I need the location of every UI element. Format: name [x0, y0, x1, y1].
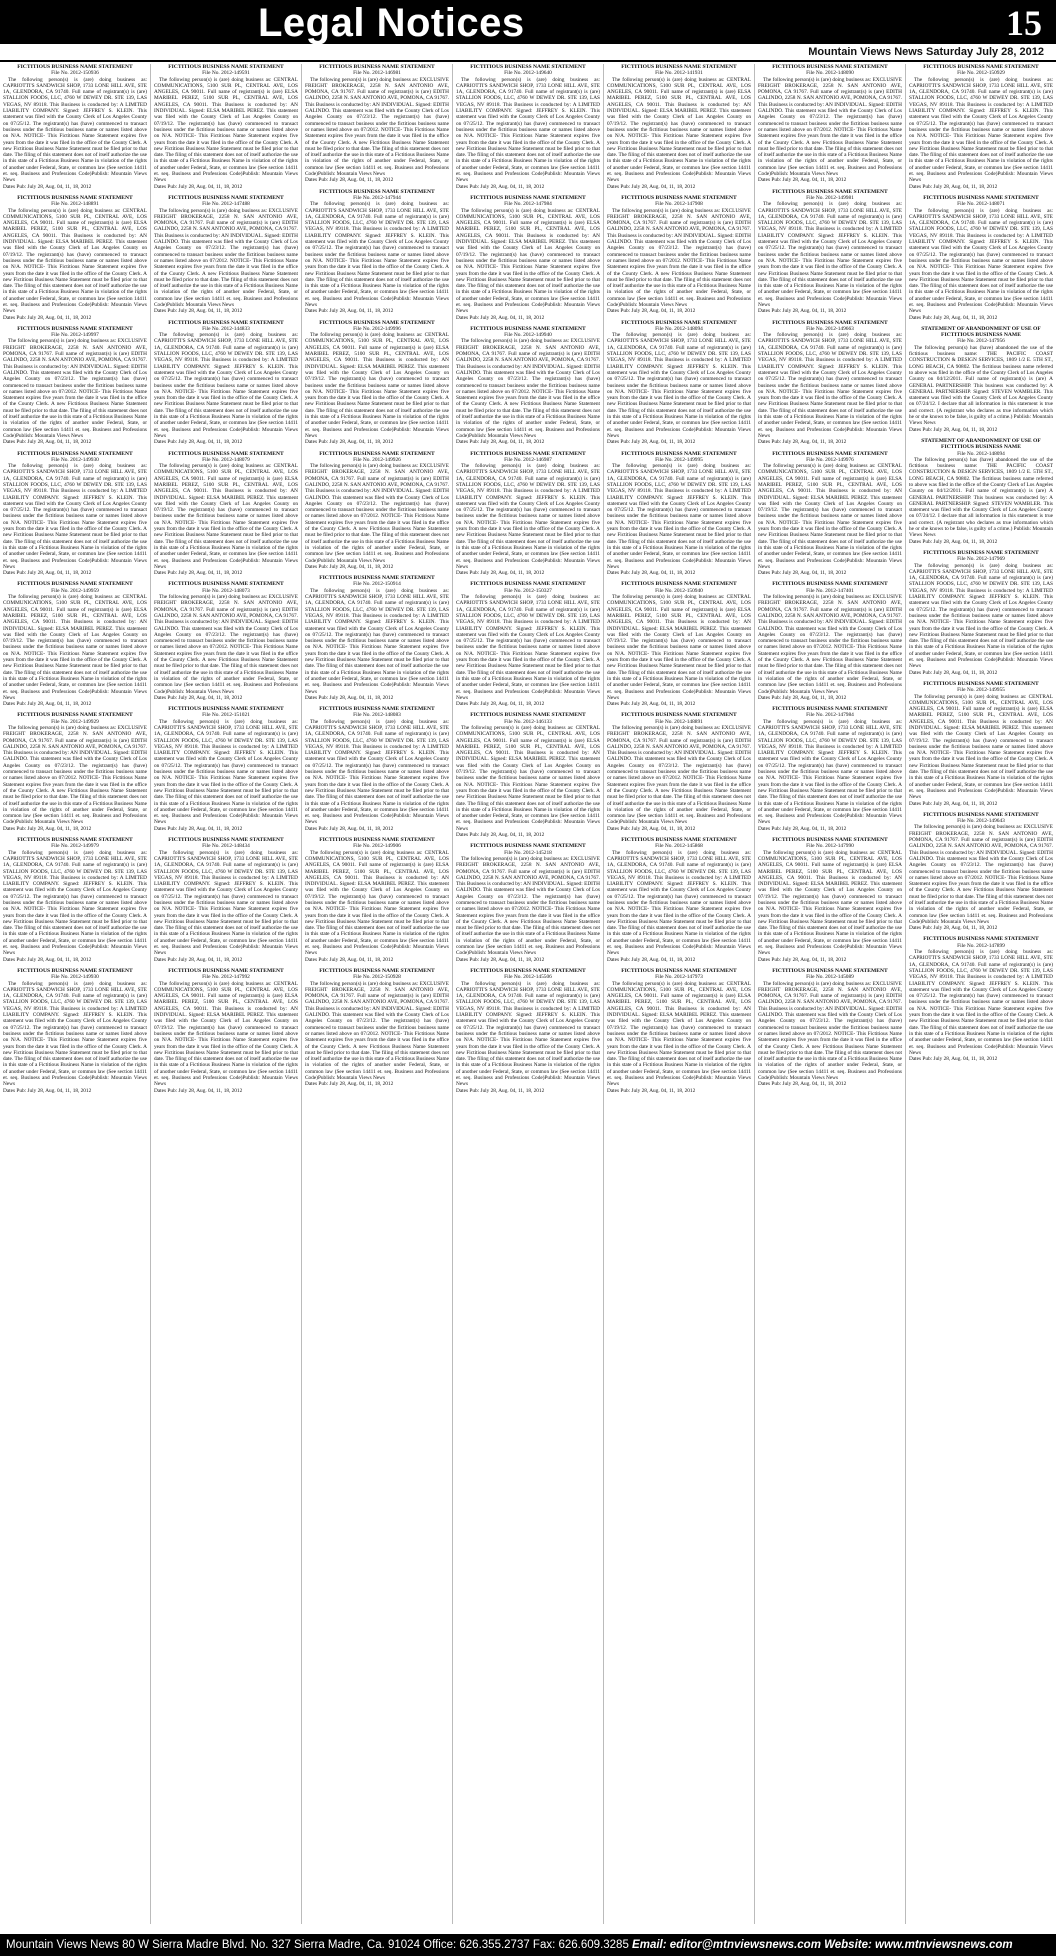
notice-file-number: File No. 2012-147944	[353, 194, 401, 201]
notice-dates: Dates Pub: July 28, Aug. 04, 11, 18, 2012	[607, 570, 696, 577]
notice-heading: FICTITIOUS BUSINESS NAME STATEMENT	[168, 64, 284, 70]
notice-body: The following person(s) is (are) doing business as: EXCLUSIVE FREIGHT BROKERAGE, 2258 N. SAN ANTONIO AVE, POMONA, CA 91767. Full name of registrant(s) is (are) EDITH GALINDO, 2258 N. SAN ANTONIO AVE, POMONA, CA 91767. This Business is conducted by: AN INDIVIDUAL. Signed: EDITH GALINDO. This statement was filed with the County Clerk of Los Angeles County on 07/23/12. The registrant(s) has (have) commenced to transact business under the fictitious business name or names listed above on 07/2012. NOTICE- This Fictitious Name Statement expires five years from the date it was filed in the office of the County Clerk. A new Fictitious Business Name Statement must be filed prior to that date. The filing of this statement does not of itself authorize the use in this state of a Fictitious Business Name in violation of the rights of another under Federal, State, or common law (See section 14411 et. seq. Business and Professions Code)Publish: Mountain Views News	[154, 207, 298, 308]
notice-heading: FICTITIOUS BUSINESS NAME STATEMENT	[772, 837, 888, 844]
notice-file-number: File No. 2012-149997	[51, 332, 99, 339]
notice-file-number: File No. 2012-148073	[202, 587, 250, 594]
footer-line	[6, 1934, 1013, 1956]
notice-dates: Dates Pub: July 28, Aug. 04, 11, 18, 2012	[456, 183, 545, 190]
notice-file-number: File No. 2012-149929	[51, 718, 99, 725]
notice-file-number: File No. 2012-147899	[957, 942, 1005, 949]
notice-file-number: File No. 2012-145506	[504, 974, 552, 981]
notice-dates: Dates Pub: July 28, Aug. 04, 11, 18, 2012	[456, 439, 545, 446]
notice-body: The following person(s) is (are) doing business as: EXCLUSIVE FREIGHT BROKERAGE, 2258 N. SAN ANTONIO AVE, POMONA, CA 91767. Full name of registrant(s) is (are) EDITH GALINDO, 2258 N. SAN ANTONIO AVE, POMONA, CA 91767. This Business is conducted by: AN INDIVIDUAL. Signed: EDITH GALINDO. This statement was filed with the County Clerk of Los Angeles County on 07/23/12. The registrant(s) has (have) commenced to transact business under the fictitious business name or names listed above on 07/2012. NOTICE- This Fictitious Name Statement expires five years from the date it was filed in the office of the County Clerk. A new Fictitious Business Name Statement must be filed prior to that date. The filing of this statement does not of itself authorize the use in this state of a Fictitious Business Name in violation of the rights of another under Federal, State, or common law (See section 14411 et. seq. Business and Professions Code)Publish: Mountain Views News	[758, 594, 902, 695]
notice-heading: FICTITIOUS BUSINESS NAME STATEMENT	[319, 64, 435, 70]
notice-dates: Dates Pub: July 28, Aug. 04, 11, 18, 2012	[758, 1081, 847, 1088]
notice-dates: Dates Pub: July 28, Aug. 04, 11, 18, 2012	[758, 956, 847, 963]
notice-file-number: File No. 2012-147984	[504, 201, 552, 208]
notice-heading: FICTITIOUS BUSINESS NAME STATEMENT	[621, 581, 737, 588]
legal-notice	[456, 843, 600, 963]
notice-file-number: File No. 2012-147973	[655, 974, 703, 981]
legal-notice	[3, 195, 147, 321]
legal-notice	[3, 451, 147, 577]
notice-heading: FICTITIOUS BUSINESS NAME STATEMENT	[923, 936, 1039, 943]
notice-body: The following person(s) is (are) doing business as: CENTRAL COMMUNICATIONS, 5100 SUR PL, CENTRAL AVE, LOS ANGELES, CA 90011. Full name of registrant(s) is (are) ELSA MARIBEL PEREZ, 5100 SUR PL, CENTRAL AVE, LOS ANGELES, CA 90011. This Business is conducted by: AN INDIVIDUAL. Signed: ELSA MARIBEL PEREZ. This statement was filed with the County Clerk of Los Angeles County on 07/19/12. The registrant(s) has (have) commenced to transact business under the fictitious business name or names listed above on N/A. NOTICE- This Fictitious Name Statement expires five years from the date it was filed in the office of the County Clerk. A new Fictitious Business Name Statement must be filed prior to that date. The filing of this statement does not of itself authorize the use in this state of a Fictitious Business Name in violation of the rights of another under Federal, State, or common law (See section 14411 et. seq. Business and Professions Code)Publish: Mountain Views News	[607, 594, 751, 701]
notice-body: The following person(s) is (are) doing business as: CAPRIOTTI'S SANDWICH SHOP, 1733 LONE HILL AVE, STE 1A, GLENDORA, CA 91740. Full name of registrant(s) is (are) STALLION FOODS, LLC, 4760 W DEWEY DR. STE 139, LAS VEGAS, NV 89118. This Business is conducted by: A LIMITED LIABILITY COMPANY. Signed: JEFFREY S. KLEIN. This statement was filed with the County Clerk of Los Angeles County on 07/25/12. The registrant(s) has (have) commenced to transact business under the fictitious business name or names listed above on N/A. NOTICE- This Fictitious Name Statement expires five years from the date it was filed in the office of the County Clerk. A new Fictitious Business Name Statement must be filed prior to that date. The filing of this statement does not of itself authorize the use in this state of a Fictitious Business Name in violation of the rights of another under Federal, State, or common law (See section 14411 et. seq. Business and Professions Code)Publish: Mountain Views News	[909, 76, 1053, 184]
notice-file-number: File No. 2012-145218	[504, 849, 552, 856]
page-number: 15	[1006, 3, 1042, 43]
notice-body: The following person(s) is (are) doing business as: EXCLUSIVE FREIGHT BROKERAGE, 2258 N. SAN ANTONIO AVE, POMONA, CA 91767. Full name of registrant(s) is (are) EDITH GALINDO, 2258 N. SAN ANTONIO AVE, POMONA, CA 91767. This Business is conducted by: AN INDIVIDUAL. Signed: EDITH GALINDO. This statement was filed with the County Clerk of Los Angeles County on 07/23/12. The registrant(s) has (have) commenced to transact business under the fictitious business name or names listed above on 07/2012. NOTICE- This Fictitious Name Statement expires five years from the date it was filed in the office of the County Clerk. A new Fictitious Business Name Statement must be filed prior to that date. The filing of this statement does not of itself authorize the use in this state of a Fictitious Business Name in violation of the rights of another under Federal, State, or common law (See section 14411 et. seq. Business and Professions Code)Publish: Mountain Views News	[909, 824, 1053, 925]
legal-notice	[305, 706, 449, 832]
notice-body: The following person(s) is (are) doing business as: EXCLUSIVE FREIGHT BROKERAGE, 2258 N. SAN ANTONIO AVE, POMONA, CA 91767. Full name of registrant(s) is (are) EDITH GALINDO, 2258 N. SAN ANTONIO AVE, POMONA, CA 91767. This Business is conducted by: AN INDIVIDUAL. Signed: EDITH GALINDO. This statement was filed with the County Clerk of Los Angeles County on 07/23/12. The registrant(s) has (have) commenced to transact business under the fictitious business name or names listed above on 07/2012. NOTICE- This Fictitious Name Statement expires five years from the date it was filed in the office of the County Clerk. A new Fictitious Business Name Statement must be filed prior to that date. The filing of this statement does not of itself authorize the use in this state of a Fictitious Business Name in violation of the rights of another under Federal, State, or common law (See section 14411 et. seq. Business and Professions Code)Publish: Mountain Views News	[456, 338, 600, 439]
notice-file-number: File No. 2012-150327	[504, 587, 552, 594]
notice-heading: FICTITIOUS BUSINESS NAME STATEMENT	[17, 64, 133, 70]
legal-notice	[607, 64, 751, 190]
notice-body: The following person(s) is (are) doing business as: CAPRIOTTI'S SANDWICH SHOP, 1733 LONE HILL AVE, STE 1A, GLENDORA, CA 91740. Full name of registrant(s) is (are) STALLION FOODS, LLC, 4760 W DEWEY DR. STE 139, LAS VEGAS, NV 89118. This Business is conducted by: A LIMITED LIABILITY COMPANY. Signed: JEFFREY S. KLEIN. This statement was filed with the County Clerk of Los Angeles County on 07/25/12. The registrant(s) has (have) commenced to transact business under the fictitious business name or names listed above on N/A. NOTICE- This Fictitious Name Statement expires five years from the date it was filed in the office of the County Clerk. A new Fictitious Business Name Statement must be filed prior to that date. The filing of this statement does not of itself authorize the use in this state of a Fictitious Business Name in violation of the rights of another under Federal, State, or common law (See section 14411 et. seq. Business and Professions Code)Publish: Mountain Views News	[305, 718, 449, 826]
notice-dates: Dates Pub: July 28, Aug. 04, 11, 18, 2012	[758, 439, 847, 446]
notice-body: The following person(s) is (are) doing business as: EXCLUSIVE FREIGHT BROKERAGE, 2258 N. SAN ANTONIO AVE, POMONA, CA 91767. Full name of registrant(s) is (are) EDITH GALINDO, 2258 N. SAN ANTONIO AVE, POMONA, CA 91767. This Business is conducted by: AN INDIVIDUAL. Signed: EDITH GALINDO. This statement was filed with the County Clerk of Los Angeles County on 07/23/12. The registrant(s) has (have) commenced to transact business under the fictitious business name or names listed above on 07/2012. NOTICE- This Fictitious Name Statement expires five years from the date it was filed in the office of the County Clerk. A new Fictitious Business Name Statement must be filed prior to that date. The filing of this statement does not of itself authorize the use in this state of a Fictitious Business Name in violation of the rights of another under Federal, State, or common law (See section 14411 et. seq. Business and Professions Code)Publish: Mountain Views News	[758, 980, 902, 1082]
legal-notice	[3, 837, 147, 963]
notice-file-number: File No. 2012-148891	[655, 718, 703, 725]
notice-body: The following person(s) is (are) doing business as: CENTRAL COMMUNICATIONS, 5100 SUR PL, CENTRAL AVE, LOS ANGELES, CA 90011. Full name of registrant(s) is (are) ELSA MARIBEL PEREZ, 5100 SUR PL, CENTRAL AVE, LOS ANGELES, CA 90011. This Business is conducted by: AN INDIVIDUAL. Signed: ELSA MARIBEL PEREZ. This statement was filed with the County Clerk of Los Angeles County on 07/19/12. The registrant(s) has (have) commenced to transact business under the fictitious business name or names listed above on N/A. NOTICE- This Fictitious Name Statement expires five years from the date it was filed in the office of the County Clerk. A new Fictitious Business Name Statement must be filed prior to that date. The filing of this statement does not of itself authorize the use in this state of a Fictitious Business Name in violation of the rights of another under Federal, State, or common law (See section 14411 et. seq. Business and Professions Code)Publish: Mountain Views News	[154, 980, 298, 1088]
notice-dates: Dates Pub: July 28, Aug. 04, 11, 18, 2012	[154, 825, 243, 832]
notice-body: The following person(s) is (are) doing business as: CAPRIOTTI'S SANDWICH SHOP, 1733 LONE HILL AVE, STE 1A, GLENDORA, CA 91740. Full name of registrant(s) is (are) STALLION FOODS, LLC, 4760 W DEWEY DR. STE 139, LAS VEGAS, NV 89118. This Business is conducted by: A LIMITED LIABILITY COMPANY. Signed: JEFFREY S. KLEIN. This statement was filed with the County Clerk of Los Angeles County on 07/25/12. The registrant(s) has (have) commenced to transact business under the fictitious business name or names listed above on N/A. NOTICE- This Fictitious Name Statement expires five years from the date it was filed in the office of the County Clerk. A new Fictitious Business Name Statement must be filed prior to that date. The filing of this statement does not of itself authorize the use in this state of a Fictitious Business Name in violation of the rights of another under Federal, State, or common law (See section 14411 et. seq. Business and Professions Code)Publish: Mountain Views News	[3, 980, 147, 1088]
notice-file-number: File No. 2012-149996	[353, 325, 401, 332]
legal-notice	[3, 64, 147, 190]
notice-body: The following person(s) is (are) doing business as: CAPRIOTTI'S SANDWICH SHOP, 1733 LONE HILL AVE, STE 1A, GLENDORA, CA 91740. Full name of registrant(s) is (are) STALLION FOODS, LLC, 4760 W DEWEY DR. STE 139, LAS VEGAS, NV 89118. This Business is conducted by: A LIMITED LIABILITY COMPANY. Signed: JEFFREY S. KLEIN. This statement was filed with the County Clerk of Los Angeles County on 07/25/12. The registrant(s) has (have) commenced to transact business under the fictitious business name or names listed above on N/A. NOTICE- This Fictitious Name Statement expires five years from the date it was filed in the office of the County Clerk. A new Fictitious Business Name Statement must be filed prior to that date. The filing of this statement does not of itself authorize the use in this state of a Fictitious Business Name in violation of the rights of another under Federal, State, or common law (See section 14411 et. seq. Business and Professions Code)Publish: Mountain Views News	[456, 463, 600, 570]
notice-file-number: File No. 2012-146987	[504, 456, 552, 463]
legal-notice	[607, 837, 751, 963]
notice-body: The following person(s) is (are) doing business as: CENTRAL COMMUNICATIONS, 5100 SUR PL, CENTRAL AVE, LOS ANGELES, CA 90011. Full name of registrant(s) is (are) ELSA MARIBEL PEREZ, 5100 SUR PL, CENTRAL AVE, LOS ANGELES, CA 90011. This Business is conducted by: AN INDIVIDUAL. Signed: ELSA MARIBEL PEREZ. This statement was filed with the County Clerk of Los Angeles County on 07/19/12. The registrant(s) has (have) commenced to transact business under the fictitious business name or names listed above on N/A. NOTICE- This Fictitious Name Statement expires five years from the date it was filed in the office of the County Clerk. A new Fictitious Business Name Statement must be filed prior to that date. The filing of this statement does not of itself authorize the use in this state of a Fictitious Business Name in violation of the rights of another under Federal, State, or common law (See section 14411 et. seq. Business and Professions Code)Publish: Mountain Views News	[3, 594, 147, 701]
notice-body: The following person(s) is (are) doing business as: CAPRIOTTI'S SANDWICH SHOP, 1733 LONE HILL AVE, STE 1A, GLENDORA, CA 91740. Full name of registrant(s) is (are) STALLION FOODS, LLC, 4760 W DEWEY DR. STE 139, LAS VEGAS, NV 89118. This Business is conducted by: A LIMITED LIABILITY COMPANY. Signed: JEFFREY S. KLEIN. This statement was filed with the County Clerk of Los Angeles County on 07/25/12. The registrant(s) has (have) commenced to transact business under the fictitious business name or names listed above on N/A. NOTICE- This Fictitious Name Statement expires five years from the date it was filed in the office of the County Clerk. A new Fictitious Business Name Statement must be filed prior to that date. The filing of this statement does not of itself authorize the use in this state of a Fictitious Business Name in violation of the rights of another under Federal, State, or common law (See section 14411 et. seq. Business and Professions Code)Publish: Mountain Views News	[758, 718, 902, 826]
notice-dates: Dates Pub: July 28, Aug. 04, 11, 18, 2012	[758, 308, 847, 315]
notice-file-number: File No. 2012-149976	[806, 456, 854, 463]
notice-dates: Dates Pub: July 28, Aug. 04, 11, 18, 2012	[305, 1081, 394, 1088]
legal-notice	[607, 451, 751, 577]
notice-heading: FICTITIOUS BUSINESS NAME STATEMENT	[621, 837, 737, 844]
notice-dates: Dates Pub: July 28, Aug. 04, 11, 18, 2012	[3, 825, 92, 832]
notice-file-number: File No. 2012-148083	[353, 712, 401, 719]
notice-file-number: File No. 2012-149995	[655, 456, 703, 463]
notice-column	[604, 64, 755, 1924]
legal-notice	[154, 837, 298, 963]
notice-heading: FICTITIOUS BUSINESS NAME STATEMENT	[168, 967, 284, 974]
notice-dates: Dates Pub: July 28, Aug. 04, 11, 18, 2012	[305, 694, 394, 701]
legal-notice	[909, 326, 1053, 433]
notice-dates: Dates Pub: July 28, Aug. 04, 11, 18, 2012	[909, 800, 998, 807]
notice-heading: FICTITIOUS BUSINESS NAME STATEMENT	[621, 450, 737, 457]
notice-heading: FICTITIOUS BUSINESS NAME STATEMENT	[319, 837, 435, 844]
notice-dates: Dates Pub: July 28, Aug. 04, 11, 18, 2012	[3, 701, 92, 708]
notice-file-number: File No. 2012-147992	[202, 974, 250, 981]
notice-dates: Dates Pub: July 28, Aug. 04, 11, 18, 2012	[3, 570, 92, 577]
notice-dates: Dates Pub: July 28, Aug. 04, 11, 18, 2012	[758, 177, 847, 184]
notice-body: The following person(s) is (are) doing business as: CENTRAL COMMUNICATIONS, 5100 SUR PL, CENTRAL AVE, LOS ANGELES, CA 90011. Full name of registrant(s) is (are) ELSA MARIBEL PEREZ, 5100 SUR PL, CENTRAL AVE, LOS ANGELES, CA 90011. This Business is conducted by: AN INDIVIDUAL. Signed: ELSA MARIBEL PEREZ. This statement was filed with the County Clerk of Los Angeles County on 07/19/12. The registrant(s) has (have) commenced to transact business under the fictitious business name or names listed above on N/A. NOTICE- This Fictitious Name Statement expires five years from the date it was filed in the office of the County Clerk. A new Fictitious Business Name Statement must be filed prior to that date. The filing of this statement does not of itself authorize the use in this state of a Fictitious Business Name in violation of the rights of another under Federal, State, or common law (See section 14411 et. seq. Business and Professions Code)Publish: Mountain Views News	[456, 724, 600, 832]
legal-notice	[758, 189, 902, 315]
notice-body: The following person(s) is (are) doing business as: CAPRIOTTI'S SANDWICH SHOP, 1733 LONE HILL AVE, STE 1A, GLENDORA, CA 91740. Full name of registrant(s) is (are) STALLION FOODS, LLC, 4760 W DEWEY DR. STE 139, LAS VEGAS, NV 89118. This Business is conducted by: A LIMITED LIABILITY COMPANY. Signed: JEFFREY S. KLEIN. This statement was filed with the County Clerk of Los Angeles County on 07/25/12. The registrant(s) has (have) commenced to transact business under the fictitious business name or names listed above on N/A. NOTICE- This Fictitious Name Statement expires five years from the date it was filed in the office of the County Clerk. A new Fictitious Business Name Statement must be filed prior to that date. The filing of this statement does not of itself authorize the use in this state of a Fictitious Business Name in violation of the rights of another under Federal, State, or common law (See section 14411 et. seq. Business and Professions Code)Publish: Mountain Views News	[3, 849, 147, 957]
notice-dates: Dates Pub: July 28, Aug. 04, 11, 18, 2012	[607, 825, 696, 832]
legal-notice	[758, 706, 902, 832]
notice-file-number: File No. 2012-150914	[353, 581, 401, 588]
notice-dates: Dates Pub: July 28, Aug. 04, 11, 18, 2012	[456, 1087, 545, 1094]
legal-notice	[909, 438, 1053, 545]
notice-body: The following person(s) is (are) doing business as: CAPRIOTTI'S SANDWICH SHOP, 1733 LONE HILL AVE, STE 1A, GLENDORA, CA 91740. Full name of registrant(s) is (are) STALLION FOODS, LLC, 4760 W DEWEY DR. STE 139, LAS VEGAS, NV 89118. This Business is conducted by: A LIMITED LIABILITY COMPANY. Signed: JEFFREY S. KLEIN. This statement was filed with the County Clerk of Los Angeles County on 07/25/12. The registrant(s) has (have) commenced to transact business under the fictitious business name or names listed above on N/A. NOTICE- This Fictitious Name Statement expires five years from the date it was filed in the office of the County Clerk. A new Fictitious Business Name Statement must be filed prior to that date. The filing of this statement does not of itself authorize the use in this state of a Fictitious Business Name in violation of the rights of another under Federal, State, or common law (See section 14411 et. seq. Business and Professions Code)Publish: Mountain Views News	[305, 201, 449, 308]
notice-heading: FICTITIOUS BUSINESS NAME STATEMENT	[772, 319, 888, 326]
notice-heading: FICTITIOUS BUSINESS NAME STATEMENT	[168, 581, 284, 588]
notice-body: The following person(s) is (are) doing business as: EXCLUSIVE FREIGHT BROKERAGE, 2258 N. SAN ANTONIO AVE, POMONA, CA 91767. Full name of registrant(s) is (are) EDITH GALINDO, 2258 N. SAN ANTONIO AVE, POMONA, CA 91767. This Business is conducted by: AN INDIVIDUAL. Signed: EDITH GALINDO. This statement was filed with the County Clerk of Los Angeles County on 07/23/12. The registrant(s) has (have) commenced to transact business under the fictitious business name or names listed above on 07/2012. NOTICE- This Fictitious Name Statement expires five years from the date it was filed in the office of the County Clerk. A new Fictitious Business Name Statement must be filed prior to that date. The filing of this statement does not of itself authorize the use in this state of a Fictitious Business Name in violation of the rights of another under Federal, State, or common law (See section 14411 et. seq. Business and Professions Code)Publish: Mountain Views News	[3, 724, 147, 826]
legal-notice	[305, 575, 449, 701]
notice-heading: FICTITIOUS BUSINESS NAME STATEMENT	[923, 194, 1039, 201]
notice-heading: FICTITIOUS BUSINESS NAME STATEMENT	[621, 712, 737, 719]
notice-body: The following person(s) is (are) doing business as: CAPRIOTTI'S SANDWICH SHOP, 1733 LONE HILL AVE, STE 1A, GLENDORA, CA 91740. Full name of registrant(s) is (are) STALLION FOODS, LLC, 4760 W DEWEY DR. STE 139, LAS VEGAS, NV 89118. This Business is conducted by: A LIMITED LIABILITY COMPANY. Signed: JEFFREY S. KLEIN. This statement was filed with the County Clerk of Los Angeles County on 07/25/12. The registrant(s) has (have) commenced to transact business under the fictitious business name or names listed above on N/A. NOTICE- This Fictitious Name Statement expires five years from the date it was filed in the office of the County Clerk. A new Fictitious Business Name Statement must be filed prior to that date. The filing of this statement does not of itself authorize the use in this state of a Fictitious Business Name in violation of the rights of another under Federal, State, or common law (See section 14411 et. seq. Business and Professions Code)Publish: Mountain Views News	[758, 332, 902, 439]
notice-file-number: File No. 2012-147908	[655, 201, 703, 208]
notice-body: The following person(s) is (are) doing business as: CENTRAL COMMUNICATIONS, 5100 SUR PL, CENTRAL AVE, LOS ANGELES, CA 90011. Full name of registrant(s) is (are) ELSA MARIBEL PEREZ, 5100 SUR PL, CENTRAL AVE, LOS ANGELES, CA 90011. This Business is conducted by: AN INDIVIDUAL. Signed: ELSA MARIBEL PEREZ. This statement was filed with the County Clerk of Los Angeles County on 07/19/12. The registrant(s) has (have) commenced to transact business under the fictitious business name or names listed above on N/A. NOTICE- This Fictitious Name Statement expires five years from the date it was filed in the office of the County Clerk. A new Fictitious Business Name Statement must be filed prior to that date. The filing of this statement does not of itself authorize the use in this state of a Fictitious Business Name in violation of the rights of another under Federal, State, or common law (See section 14411 et. seq. Business and Professions Code)Publish: Mountain Views News	[154, 76, 298, 184]
notice-heading: FICTITIOUS BUSINESS NAME STATEMENT	[772, 581, 888, 588]
notice-heading: FICTITIOUS BUSINESS NAME STATEMENT	[168, 194, 284, 201]
notice-body: The following person(s) is (are) doing business as: CAPRIOTTI'S SANDWICH SHOP, 1733 LONE HILL AVE, STE 1A, GLENDORA, CA 91740. Full name of registrant(s) is (are) STALLION FOODS, LLC, 4760 W DEWEY DR. STE 139, LAS VEGAS, NV 89118. This Business is conducted by: A LIMITED LIABILITY COMPANY. Signed: JEFFREY S. KLEIN. This statement was filed with the County Clerk of Los Angeles County on 07/25/12. The registrant(s) has (have) commenced to transact business under the fictitious business name or names listed above on N/A. NOTICE- This Fictitious Name Statement expires five years from the date it was filed in the office of the County Clerk. A new Fictitious Business Name Statement must be filed prior to that date. The filing of this statement does not of itself authorize the use in this state of a Fictitious Business Name in violation of the rights of another under Federal, State, or common law (See section 14411 et. seq. Business and Professions Code)Publish: Mountain Views News	[154, 849, 298, 957]
notice-heading: STATEMENT OF ABANDONMENT OF USE OF FICTITIOUS BUSINESS NAME	[921, 325, 1041, 339]
notice-file-number: File No. 2012-148891	[51, 201, 99, 208]
notice-column	[0, 64, 151, 1924]
notice-dates: Dates Pub: July 28, Aug. 04, 11, 18, 2012	[456, 570, 545, 577]
legal-notice	[456, 581, 600, 707]
notice-dates: Dates Pub: July 28, Aug. 04, 11, 18, 2012	[154, 183, 243, 190]
legal-notice	[305, 451, 449, 571]
notice-heading: FICTITIOUS BUSINESS NAME STATEMENT	[470, 843, 586, 850]
notice-heading: FICTITIOUS BUSINESS NAME STATEMENT	[168, 706, 284, 713]
notice-column	[453, 64, 604, 1924]
legal-notice	[305, 64, 449, 184]
legal-notice	[3, 326, 147, 446]
notice-file-number: File No. 2012-149959	[51, 587, 99, 594]
notice-heading: FICTITIOUS BUSINESS NAME STATEMENT	[17, 967, 133, 974]
notice-file-number: File No. 2012-149643	[957, 818, 1005, 825]
notice-body: The following person(s) is (are) doing business as: CAPRIOTTI'S SANDWICH SHOP, 1733 LONE HILL AVE, STE 1A, GLENDORA, CA 91740. Full name of registrant(s) is (are) STALLION FOODS, LLC, 4760 W DEWEY DR. STE 139, LAS VEGAS, NV 89118. This Business is conducted by: A LIMITED LIABILITY COMPANY. Signed: JEFFREY S. KLEIN. This statement was filed with the County Clerk of Los Angeles County on 07/25/12. The registrant(s) has (have) commenced to transact business under the fictitious business name or names listed above on N/A. NOTICE- This Fictitious Name Statement expires five years from the date it was filed in the office of the County Clerk. A new Fictitious Business Name Statement must be filed prior to that date. The filing of this statement does not of itself authorize the use in this state of a Fictitious Business Name in violation of the rights of another under Federal, State, or common law (See section 14411 et. seq. Business and Professions Code)Publish: Mountain Views News	[607, 332, 751, 439]
page-title: Legal Notices	[258, 1, 525, 45]
notice-body: The following person(s) is (are) doing business as: CENTRAL COMMUNICATIONS, 5100 SUR PL, CENTRAL AVE, LOS ANGELES, CA 90011. Full name of registrant(s) is (are) ELSA MARIBEL PEREZ, 5100 SUR PL, CENTRAL AVE, LOS ANGELES, CA 90011. This Business is conducted by: AN INDIVIDUAL. Signed: ELSA MARIBEL PEREZ. This statement was filed with the County Clerk of Los Angeles County on 07/19/12. The registrant(s) has (have) commenced to transact business under the fictitious business name or names listed above on N/A. NOTICE- This Fictitious Name Statement expires five years from the date it was filed in the office of the County Clerk. A new Fictitious Business Name Statement must be filed prior to that date. The filing of this statement does not of itself authorize the use in this state of a Fictitious Business Name in violation of the rights of another under Federal, State, or common law (See section 14411 et. seq. Business and Professions Code)Publish: Mountain Views News	[607, 76, 751, 184]
notice-dates: Dates Pub: July 28, Aug. 04, 11, 18, 2012	[758, 825, 847, 832]
notice-body: The following person(s) is (are) doing business as: CAPRIOTTI'S SANDWICH SHOP, 1733 LONE HILL AVE, STE 1A, GLENDORA, CA 91740. Full name of registrant(s) is (are) STALLION FOODS, LLC, 4760 W DEWEY DR. STE 139, LAS VEGAS, NV 89118. This Business is conducted by: A LIMITED LIABILITY COMPANY. Signed: JEFFREY S. KLEIN. This statement was filed with the County Clerk of Los Angeles County on 07/25/12. The registrant(s) has (have) commenced to transact business under the fictitious business name or names listed above on N/A. NOTICE- This Fictitious Name Statement expires five years from the date it was filed in the office of the County Clerk. A new Fictitious Business Name Statement must be filed prior to that date. The filing of this statement does not of itself authorize the use in this state of a Fictitious Business Name in violation of the rights of another under Federal, State, or common law (See section 14411 et. seq. Business and Professions Code)Publish: Mountain Views News	[607, 849, 751, 957]
notice-body: The following person(s) is (are) doing business as: CAPRIOTTI'S SANDWICH SHOP, 1733 LONE HILL AVE, STE 1A, GLENDORA, CA 91740. Full name of registrant(s) is (are) STALLION FOODS, LLC, 4760 W DEWEY DR. STE 139, LAS VEGAS, NV 89118. This Business is conducted by: A LIMITED LIABILITY COMPANY. Signed: JEFFREY S. KLEIN. This statement was filed with the County Clerk of Los Angeles County on 07/25/12. The registrant(s) has (have) commenced to transact business under the fictitious business name or names listed above on N/A. NOTICE- This Fictitious Name Statement expires five years from the date it was filed in the office of the County Clerk. A new Fictitious Business Name Statement must be filed prior to that date. The filing of this statement does not of itself authorize the use in this state of a Fictitious Business Name in violation of the rights of another under Federal, State, or common law (See section 14411 et. seq. Business and Professions Code)Publish: Mountain Views News	[758, 201, 902, 308]
notice-file-number: File No. 2012-148079	[202, 456, 250, 463]
notice-dates: Dates Pub: July 28, Aug. 04, 11, 18, 2012	[909, 538, 998, 545]
notice-dates: Dates Pub: July 28, Aug. 04, 11, 18, 2012	[154, 694, 243, 701]
notice-file-number: File No. 2012-148094	[655, 325, 703, 332]
notice-heading: FICTITIOUS BUSINESS NAME STATEMENT	[470, 194, 586, 201]
notice-dates: Dates Pub: July 28, Aug. 04, 11, 18, 2012	[909, 1056, 998, 1063]
notice-body: The following person(s) is (are) doing business as: CAPRIOTTI'S SANDWICH SHOP, 1733 LONE HILL AVE, STE 1A, GLENDORA, CA 91740. Full name of registrant(s) is (are) STALLION FOODS, LLC, 4760 W DEWEY DR. STE 139, LAS VEGAS, NV 89118. This Business is conducted by: A LIMITED LIABILITY COMPANY. Signed: JEFFREY S. KLEIN. This statement was filed with the County Clerk of Los Angeles County on 07/25/12. The registrant(s) has (have) commenced to transact business under the fictitious business name or names listed above on N/A. NOTICE- This Fictitious Name Statement expires five years from the date it was filed in the office of the County Clerk. A new Fictitious Business Name Statement must be filed prior to that date. The filing of this statement does not of itself authorize the use in this state of a Fictitious Business Name in violation of the rights of another under Federal, State, or common law (See section 14411 et. seq. Business and Professions Code)Publish: Mountain Views News	[909, 949, 1053, 1056]
legal-notice	[3, 712, 147, 832]
footer-contact: Email: editor@mtnviewsnews.com Website: www.mtnviewsnews.com	[632, 1939, 1013, 1951]
notice-dates: Dates Pub: July 28, Aug. 04, 11, 18, 2012	[305, 177, 394, 184]
notice-file-number: File No. 2012-147956	[957, 338, 1005, 345]
notice-heading: FICTITIOUS BUSINESS NAME STATEMENT	[923, 811, 1039, 818]
notice-dates: Dates Pub: July 28, Aug. 04, 11, 18, 2012	[909, 426, 998, 433]
notice-body: The following person(s) has (have) abandoned the use of the fictitious business name: THE PACIFIC COAST CONSTRUCTION & DESIGN SERVICES, 1809 1/2 E. 5TH ST., LONG BEACH, CA 90802. The fictitious business name referred to above was filed in the office of the County Clerk of Los Angeles County on 04/12/2011. Full name of registrant(s) is (are) A GENERAL PARTNERSHIP. This business was conducted by: A GENERAL PARTNERSHIP. Signed: STEVEN WAMBLER. This statement was filed with the County Clerk of Los Angeles County on 07/24/12. I declare that all information in this statement is true and correct. (A registrant who declares as true information which he or she knows to be false, is guilty of a crime.) Publish: Mountain Views News	[909, 456, 1053, 539]
notice-file-number: File No. 2012-149940	[504, 332, 552, 339]
notice-file-number: File No. 2012-149906	[353, 843, 401, 850]
notice-body: The following person(s) is (are) doing business as: CAPRIOTTI'S SANDWICH SHOP, 1733 LONE HILL AVE, STE 1A, GLENDORA, CA 91740. Full name of registrant(s) is (are) STALLION FOODS, LLC, 4760 W DEWEY DR. STE 139, LAS VEGAS, NV 89118. This Business is conducted by: A LIMITED LIABILITY COMPANY. Signed: JEFFREY S. KLEIN. This statement was filed with the County Clerk of Los Angeles County on 07/25/12. The registrant(s) has (have) commenced to transact business under the fictitious business name or names listed above on N/A. NOTICE- This Fictitious Name Statement expires five years from the date it was filed in the office of the County Clerk. A new Fictitious Business Name Statement must be filed prior to that date. The filing of this statement does not of itself authorize the use in this state of a Fictitious Business Name in violation of the rights of another under Federal, State, or common law (See section 14411 et. seq. Business and Professions Code)Publish: Mountain Views News	[3, 463, 147, 570]
notice-file-number: File No. 2012-149955	[957, 687, 1005, 694]
notice-dates: Dates Pub: July 28, Aug. 04, 11, 18, 2012	[305, 825, 394, 832]
notice-dates: Dates Pub: July 28, Aug. 04, 11, 18, 2012	[607, 308, 696, 315]
notice-body: The following person(s) is (are) doing business as: CAPRIOTTI'S SANDWICH SHOP, 1733 LONE HILL AVE, STE 1A, GLENDORA, CA 91740. Full name of registrant(s) is (are) STALLION FOODS, LLC, 4760 W DEWEY DR. STE 139, LAS VEGAS, NV 89118. This Business is conducted by: A LIMITED LIABILITY COMPANY. Signed: JEFFREY S. KLEIN. This statement was filed with the County Clerk of Los Angeles County on 07/25/12. The registrant(s) has (have) commenced to transact business under the fictitious business name or names listed above on N/A. NOTICE- This Fictitious Name Statement expires five years from the date it was filed in the office of the County Clerk. A new Fictitious Business Name Statement must be filed prior to that date. The filing of this statement does not of itself authorize the use in this state of a Fictitious Business Name in violation of the rights of another under Federal, State, or common law (See section 14411 et. seq. Business and Professions Code)Publish: Mountain Views News	[607, 463, 751, 570]
legal-notice	[154, 706, 298, 832]
notice-heading: FICTITIOUS BUSINESS NAME STATEMENT	[17, 581, 133, 588]
legal-notice	[909, 936, 1053, 1062]
legal-notice	[154, 451, 298, 577]
notice-file-number: File No. 2012-149930	[51, 974, 99, 981]
notice-dates: Dates Pub: July 28, Aug. 04, 11, 18, 2012	[3, 183, 92, 190]
notice-body: The following person(s) is (are) doing business as: CAPRIOTTI'S SANDWICH SHOP, 1733 LONE HILL AVE, STE 1A, GLENDORA, CA 91740. Full name of registrant(s) is (are) STALLION FOODS, LLC, 4760 W DEWEY DR. STE 139, LAS VEGAS, NV 89118. This Business is conducted by: A LIMITED LIABILITY COMPANY. Signed: JEFFREY S. KLEIN. This statement was filed with the County Clerk of Los Angeles County on 07/25/12. The registrant(s) has (have) commenced to transact business under the fictitious business name or names listed above on N/A. NOTICE- This Fictitious Name Statement expires five years from the date it was filed in the office of the County Clerk. A new Fictitious Business Name Statement must be filed prior to that date. The filing of this statement does not of itself authorize the use in this state of a Fictitious Business Name in violation of the rights of another under Federal, State, or common law (See section 14411 et. seq. Business and Professions Code)Publish: Mountain Views News	[456, 76, 600, 184]
legal-notice	[154, 64, 298, 190]
publication-line	[0, 46, 1056, 60]
legal-notice	[154, 195, 298, 315]
notice-dates: Dates Pub: July 28, Aug. 04, 11, 18, 2012	[456, 701, 545, 708]
notice-body: The following person(s) is (are) doing business as: CAPRIOTTI'S SANDWICH SHOP, 1733 LONE HILL AVE, STE 1A, GLENDORA, CA 91740. Full name of registrant(s) is (are) STALLION FOODS, LLC, 4760 W DEWEY DR. STE 139, LAS VEGAS, NV 89118. This Business is conducted by: A LIMITED LIABILITY COMPANY. Signed: JEFFREY S. KLEIN. This statement was filed with the County Clerk of Los Angeles County on 07/25/12. The registrant(s) has (have) commenced to transact business under the fictitious business name or names listed above on N/A. NOTICE- This Fictitious Name Statement expires five years from the date it was filed in the office of the County Clerk. A new Fictitious Business Name Statement must be filed prior to that date. The filing of this statement does not of itself authorize the use in this state of a Fictitious Business Name in violation of the rights of another under Federal, State, or common law (See section 14411 et. seq. Business and Professions Code)Publish: Mountain Views News	[909, 562, 1053, 670]
notice-file-number: File No. 2012-149930	[51, 456, 99, 463]
notice-heading: FICTITIOUS BUSINESS NAME STATEMENT	[17, 325, 133, 332]
legal-notice	[758, 320, 902, 446]
notice-body: The following person(s) is (are) doing business as: EXCLUSIVE FREIGHT BROKERAGE, 2258 N. SAN ANTONIO AVE, POMONA, CA 91767. Full name of registrant(s) is (are) EDITH GALINDO, 2258 N. SAN ANTONIO AVE, POMONA, CA 91767. This Business is conducted by: AN INDIVIDUAL. Signed: EDITH GALINDO. This statement was filed with the County Clerk of Los Angeles County on 07/23/12. The registrant(s) has (have) commenced to transact business under the fictitious business name or names listed above on 07/2012. NOTICE- This Fictitious Name Statement expires five years from the date it was filed in the office of the County Clerk. A new Fictitious Business Name Statement must be filed prior to that date. The filing of this statement does not of itself authorize the use in this state of a Fictitious Business Name in violation of the rights of another under Federal, State, or common law (See section 14411 et. seq. Business and Professions Code)Publish: Mountain Views News	[607, 207, 751, 308]
notice-heading: FICTITIOUS BUSINESS NAME STATEMENT	[470, 967, 586, 974]
notice-heading: FICTITIOUS BUSINESS NAME STATEMENT	[772, 450, 888, 457]
legal-notice	[3, 581, 147, 707]
notice-heading: FICTITIOUS BUSINESS NAME STATEMENT	[17, 712, 133, 719]
legal-notice	[758, 64, 902, 184]
notice-heading: FICTITIOUS BUSINESS NAME STATEMENT	[923, 64, 1039, 70]
legal-notice	[456, 968, 600, 1094]
notice-file-number: File No. 2012-147984	[806, 712, 854, 719]
notice-body: The following person(s) is (are) doing business as: CAPRIOTTI'S SANDWICH SHOP, 1733 LONE HILL AVE, STE 1A, GLENDORA, CA 91740. Full name of registrant(s) is (are) STALLION FOODS, LLC, 4760 W DEWEY DR. STE 139, LAS VEGAS, NV 89118. This Business is conducted by: A LIMITED LIABILITY COMPANY. Signed: JEFFREY S. KLEIN. This statement was filed with the County Clerk of Los Angeles County on 07/25/12. The registrant(s) has (have) commenced to transact business under the fictitious business name or names listed above on N/A. NOTICE- This Fictitious Name Statement expires five years from the date it was filed in the office of the County Clerk. A new Fictitious Business Name Statement must be filed prior to that date. The filing of this statement does not of itself authorize the use in this state of a Fictitious Business Name in violation of the rights of another under Federal, State, or common law (See section 14411 et. seq. Business and Professions Code)Publish: Mountain Views News	[456, 980, 600, 1088]
notice-dates: Dates Pub: July 28, Aug. 04, 11, 18, 2012	[607, 1087, 696, 1094]
notice-body: The following person(s) is (are) doing business as: CAPRIOTTI'S SANDWICH SHOP, 1733 LONE HILL AVE, STE 1A, GLENDORA, CA 91740. Full name of registrant(s) is (are) STALLION FOODS, LLC, 4760 W DEWEY DR. STE 139, LAS VEGAS, NV 89118. This Business is conducted by: A LIMITED LIABILITY COMPANY. Signed: JEFFREY S. KLEIN. This statement was filed with the County Clerk of Los Angeles County on 07/25/12. The registrant(s) has (have) commenced to transact business under the fictitious business name or names listed above on N/A. NOTICE- This Fictitious Name Statement expires five years from the date it was filed in the office of the County Clerk. A new Fictitious Business Name Statement must be filed prior to that date. The filing of this statement does not of itself authorize the use in this state of a Fictitious Business Name in violation of the rights of another under Federal, State, or common law (See section 14411 et. seq. Business and Professions Code)Publish: Mountain Views News	[154, 332, 298, 439]
legal-notice	[909, 681, 1053, 807]
notice-body: The following person(s) is (are) doing business as: CENTRAL COMMUNICATIONS, 5100 SUR PL, CENTRAL AVE, LOS ANGELES, CA 90011. Full name of registrant(s) is (are) ELSA MARIBEL PEREZ, 5100 SUR PL, CENTRAL AVE, LOS ANGELES, CA 90011. This Business is conducted by: AN INDIVIDUAL. Signed: ELSA MARIBEL PEREZ. This statement was filed with the County Clerk of Los Angeles County on 07/19/12. The registrant(s) has (have) commenced to transact business under the fictitious business name or names listed above on N/A. NOTICE- This Fictitious Name Statement expires five years from the date it was filed in the office of the County Clerk. A new Fictitious Business Name Statement must be filed prior to that date. The filing of this statement does not of itself authorize the use in this state of a Fictitious Business Name in violation of the rights of another under Federal, State, or common law (See section 14411 et. seq. Business and Professions Code)Publish: Mountain Views News	[305, 332, 449, 439]
notice-heading: FICTITIOUS BUSINESS NAME STATEMENT	[319, 188, 435, 195]
notice-dates: Dates Pub: July 28, Aug. 04, 11, 18, 2012	[909, 925, 998, 932]
notice-body: The following person(s) is (are) doing business as: EXCLUSIVE FREIGHT BROKERAGE, 2258 N. SAN ANTONIO AVE, POMONA, CA 91767. Full name of registrant(s) is (are) EDITH GALINDO, 2258 N. SAN ANTONIO AVE, POMONA, CA 91767. This Business is conducted by: AN INDIVIDUAL. Signed: EDITH GALINDO. This statement was filed with the County Clerk of Los Angeles County on 07/23/12. The registrant(s) has (have) commenced to transact business under the fictitious business name or names listed above on 07/2012. NOTICE- This Fictitious Name Statement expires five years from the date it was filed in the office of the County Clerk. A new Fictitious Business Name Statement must be filed prior to that date. The filing of this statement does not of itself authorize the use in this state of a Fictitious Business Name in violation of the rights of another under Federal, State, or common law (See section 14411 et. seq. Business and Professions Code)Publish: Mountain Views News	[305, 980, 449, 1082]
notice-body: The following person(s) is (are) doing business as: EXCLUSIVE FREIGHT BROKERAGE, 2258 N. SAN ANTONIO AVE, POMONA, CA 91767. Full name of registrant(s) is (are) EDITH GALINDO, 2258 N. SAN ANTONIO AVE, POMONA, CA 91767. This Business is conducted by: AN INDIVIDUAL. Signed: EDITH GALINDO. This statement was filed with the County Clerk of Los Angeles County on 07/23/12. The registrant(s) has (have) commenced to transact business under the fictitious business name or names listed above on 07/2012. NOTICE- This Fictitious Name Statement expires five years from the date it was filed in the office of the County Clerk. A new Fictitious Business Name Statement must be filed prior to that date. The filing of this statement does not of itself authorize the use in this state of a Fictitious Business Name in violation of the rights of another under Federal, State, or common law (See section 14411 et. seq. Business and Professions Code)Publish: Mountain Views News	[456, 855, 600, 957]
notice-column	[151, 64, 302, 1924]
notice-file-number: File No. 2012-148434	[202, 843, 250, 850]
legal-notice	[456, 326, 600, 446]
notice-dates: Dates Pub: July 28, Aug. 04, 11, 18, 2012	[909, 314, 998, 321]
notice-dates: Dates Pub: July 28, Aug. 04, 11, 18, 2012	[607, 956, 696, 963]
notice-heading: FICTITIOUS BUSINESS NAME STATEMENT	[17, 837, 133, 844]
legal-notice	[607, 195, 751, 315]
notice-heading: FICTITIOUS BUSINESS NAME STATEMENT	[319, 706, 435, 713]
notice-file-number: File No. 2012-148094	[957, 450, 1005, 457]
legal-notice	[305, 189, 449, 315]
notice-heading: FICTITIOUS BUSINESS NAME STATEMENT	[470, 325, 586, 332]
notice-file-number: File No. 2012-144833	[202, 325, 250, 332]
legal-notice	[758, 968, 902, 1088]
notice-dates: Dates Pub: July 28, Aug. 04, 11, 18, 2012	[456, 832, 545, 839]
notice-heading: FICTITIOUS BUSINESS NAME STATEMENT	[621, 319, 737, 326]
notice-file-number: File No. 2012-147990	[806, 843, 854, 850]
notice-heading: FICTITIOUS BUSINESS NAME STATEMENT	[772, 967, 888, 974]
notice-file-number: File No. 2012-148071	[957, 201, 1005, 208]
notice-file-number: File No. 2012-147969	[957, 556, 1005, 563]
notice-dates: Dates Pub: July 28, Aug. 04, 11, 18, 2012	[607, 701, 696, 708]
notice-dates: Dates Pub: July 28, Aug. 04, 11, 18, 2012	[3, 314, 92, 321]
notice-heading: FICTITIOUS BUSINESS NAME STATEMENT	[772, 706, 888, 713]
notice-file-number: File No. 2012-146981	[353, 70, 401, 77]
notice-column	[302, 64, 453, 1924]
legal-notice	[607, 581, 751, 707]
notice-body: The following person(s) has (have) abandoned the use of the fictitious business name: THE PACIFIC COAST CONSTRUCTION & DESIGN SERVICES, 1809 1/2 E. 5TH ST., LONG BEACH, CA 90802. The fictitious business name referred to above was filed in the office of the County Clerk of Los Angeles County on 04/12/2011. Full name of registrant(s) is (are) A GENERAL PARTNERSHIP. This business was conducted by: A GENERAL PARTNERSHIP. Signed: STEVEN WAMBLER. This statement was filed with the County Clerk of Los Angeles County on 07/24/12. I declare that all information in this statement is true and correct. (A registrant who declares as true information which he or she knows to be false, is guilty of a crime.) Publish: Mountain Views News	[909, 344, 1053, 427]
notice-heading: FICTITIOUS BUSINESS NAME STATEMENT	[470, 712, 586, 719]
legal-notice	[607, 712, 751, 832]
notice-file-number: File No. 2012-148090	[806, 70, 854, 77]
notice-body: The following person(s) is (are) doing business as: EXCLUSIVE FREIGHT BROKERAGE, 2258 N. SAN ANTONIO AVE, POMONA, CA 91767. Full name of registrant(s) is (are) EDITH GALINDO, 2258 N. SAN ANTONIO AVE, POMONA, CA 91767. This Business is conducted by: AN INDIVIDUAL. Signed: EDITH GALINDO. This statement was filed with the County Clerk of Los Angeles County on 07/23/12. The registrant(s) has (have) commenced to transact business under the fictitious business name or names listed above on 07/2012. NOTICE- This Fictitious Name Statement expires five years from the date it was filed in the office of the County Clerk. A new Fictitious Business Name Statement must be filed prior to that date. The filing of this statement does not of itself authorize the use in this state of a Fictitious Business Name in violation of the rights of another under Federal, State, or common law (See section 14411 et. seq. Business and Professions Code)Publish: Mountain Views News	[305, 76, 449, 178]
notice-file-number: File No. 2012-145868	[655, 843, 703, 850]
notice-heading: FICTITIOUS BUSINESS NAME STATEMENT	[319, 967, 435, 974]
notice-heading: FICTITIOUS BUSINESS NAME STATEMENT	[621, 967, 737, 974]
notice-heading: FICTITIOUS BUSINESS NAME STATEMENT	[319, 450, 435, 457]
notice-heading: FICTITIOUS BUSINESS NAME STATEMENT	[621, 194, 737, 201]
legal-notice	[758, 451, 902, 577]
notice-body: The following person(s) is (are) doing business as: CENTRAL COMMUNICATIONS, 5100 SUR PL, CENTRAL AVE, LOS ANGELES, CA 90011. Full name of registrant(s) is (are) ELSA MARIBEL PEREZ, 5100 SUR PL, CENTRAL AVE, LOS ANGELES, CA 90011. This Business is conducted by: AN INDIVIDUAL. Signed: ELSA MARIBEL PEREZ. This statement was filed with the County Clerk of Los Angeles County on 07/19/12. The registrant(s) has (have) commenced to transact business under the fictitious business name or names listed above on N/A. NOTICE- This Fictitious Name Statement expires five years from the date it was filed in the office of the County Clerk. A new Fictitious Business Name Statement must be filed prior to that date. The filing of this statement does not of itself authorize the use in this state of a Fictitious Business Name in violation of the rights of another under Federal, State, or common law (See section 14411 et. seq. Business and Professions Code)Publish: Mountain Views News	[909, 693, 1053, 801]
legal-notice	[305, 837, 449, 963]
notice-heading: FICTITIOUS BUSINESS NAME STATEMENT	[621, 64, 737, 70]
publication-date: Mountain Views News Saturday July 28, 2012	[808, 46, 1044, 58]
notice-file-number: File No. 2012-149591	[202, 70, 250, 77]
divider	[0, 60, 1056, 62]
notice-heading: FICTITIOUS BUSINESS NAME STATEMENT	[319, 319, 435, 326]
notice-file-number: File No. 2012-147488	[202, 201, 250, 208]
notice-heading: FICTITIOUS BUSINESS NAME STATEMENT	[168, 319, 284, 326]
notice-body: The following person(s) is (are) doing business as: CAPRIOTTI'S SANDWICH SHOP, 1733 LONE HILL AVE, STE 1A, GLENDORA, CA 91740. Full name of registrant(s) is (are) STALLION FOODS, LLC, 4760 W DEWEY DR. STE 139, LAS VEGAS, NV 89118. This Business is conducted by: A LIMITED LIABILITY COMPANY. Signed: JEFFREY S. KLEIN. This statement was filed with the County Clerk of Los Angeles County on 07/25/12. The registrant(s) has (have) commenced to transact business under the fictitious business name or names listed above on N/A. NOTICE- This Fictitious Name Statement expires five years from the date it was filed in the office of the County Clerk. A new Fictitious Business Name Statement must be filed prior to that date. The filing of this statement does not of itself authorize the use in this state of a Fictitious Business Name in violation of the rights of another under Federal, State, or common law (See section 14411 et. seq. Business and Professions Code)Publish: Mountain Views News	[154, 718, 298, 826]
notice-heading: FICTITIOUS BUSINESS NAME STATEMENT	[17, 194, 133, 201]
notice-heading: FICTITIOUS BUSINESS NAME STATEMENT	[923, 680, 1039, 687]
notice-heading: FICTITIOUS BUSINESS NAME STATEMENT	[470, 581, 586, 588]
notice-body: The following person(s) is (are) doing business as: CENTRAL COMMUNICATIONS, 5100 SUR PL, CENTRAL AVE, LOS ANGELES, CA 90011. Full name of registrant(s) is (are) ELSA MARIBEL PEREZ, 5100 SUR PL, CENTRAL AVE, LOS ANGELES, CA 90011. This Business is conducted by: AN INDIVIDUAL. Signed: ELSA MARIBEL PEREZ. This statement was filed with the County Clerk of Los Angeles County on 07/19/12. The registrant(s) has (have) commenced to transact business under the fictitious business name or names listed above on N/A. NOTICE- This Fictitious Name Statement expires five years from the date it was filed in the office of the County Clerk. A new Fictitious Business Name Statement must be filed prior to that date. The filing of this statement does not of itself authorize the use in this state of a Fictitious Business Name in violation of the rights of another under Federal, State, or common law (See section 14411 et. seq. Business and Professions Code)Publish: Mountain Views News	[607, 980, 751, 1088]
legal-notice	[305, 320, 449, 446]
notice-body: The following person(s) is (are) doing business as: EXCLUSIVE FREIGHT BROKERAGE, 2258 N. SAN ANTONIO AVE, POMONA, CA 91767. Full name of registrant(s) is (are) EDITH GALINDO, 2258 N. SAN ANTONIO AVE, POMONA, CA 91767. This Business is conducted by: AN INDIVIDUAL. Signed: EDITH GALINDO. This statement was filed with the County Clerk of Los Angeles County on 07/23/12. The registrant(s) has (have) commenced to transact business under the fictitious business name or names listed above on 07/2012. NOTICE- This Fictitious Name Statement expires five years from the date it was filed in the office of the County Clerk. A new Fictitious Business Name Statement must be filed prior to that date. The filing of this statement does not of itself authorize the use in this state of a Fictitious Business Name in violation of the rights of another under Federal, State, or common law (See section 14411 et. seq. Business and Professions Code)Publish: Mountain Views News	[154, 594, 298, 695]
legal-notice	[607, 968, 751, 1094]
notice-dates: Dates Pub: July 28, Aug. 04, 11, 18, 2012	[909, 183, 998, 190]
notice-heading: FICTITIOUS BUSINESS NAME STATEMENT	[17, 450, 133, 457]
notice-dates: Dates Pub: July 28, Aug. 04, 11, 18, 2012	[305, 956, 394, 963]
notice-file-number: File No. 2012-150929	[957, 70, 1005, 77]
notice-dates: Dates Pub: July 28, Aug. 04, 11, 18, 2012	[154, 439, 243, 446]
legal-notice	[154, 968, 298, 1094]
notice-dates: Dates Pub: July 28, Aug. 04, 11, 18, 2012	[456, 956, 545, 963]
notice-file-number: File No. 2012-145089	[806, 974, 854, 981]
notice-file-number: File No. 2012-141931	[655, 70, 703, 77]
notice-dates: Dates Pub: July 28, Aug. 04, 11, 18, 2012	[909, 669, 998, 676]
notice-file-number: File No. 2012-146133	[504, 718, 552, 725]
notice-heading: FICTITIOUS BUSINESS NAME STATEMENT	[772, 188, 888, 195]
notice-dates: Dates Pub: July 28, Aug. 04, 11, 18, 2012	[305, 563, 394, 570]
notice-dates: Dates Pub: July 28, Aug. 04, 11, 18, 2012	[154, 308, 243, 315]
legal-notice	[456, 712, 600, 838]
notice-body: The following person(s) is (are) doing business as: EXCLUSIVE FREIGHT BROKERAGE, 2258 N. SAN ANTONIO AVE, POMONA, CA 91767. Full name of registrant(s) is (are) EDITH GALINDO, 2258 N. SAN ANTONIO AVE, POMONA, CA 91767. This Business is conducted by: AN INDIVIDUAL. Signed: EDITH GALINDO. This statement was filed with the County Clerk of Los Angeles County on 07/23/12. The registrant(s) has (have) commenced to transact business under the fictitious business name or names listed above on 07/2012. NOTICE- This Fictitious Name Statement expires five years from the date it was filed in the office of the County Clerk. A new Fictitious Business Name Statement must be filed prior to that date. The filing of this statement does not of itself authorize the use in this state of a Fictitious Business Name in violation of the rights of another under Federal, State, or common law (See section 14411 et. seq. Business and Professions Code)Publish: Mountain Views News	[607, 724, 751, 826]
notice-body: The following person(s) is (are) doing business as: CENTRAL COMMUNICATIONS, 5100 SUR PL, CENTRAL AVE, LOS ANGELES, CA 90011. Full name of registrant(s) is (are) ELSA MARIBEL PEREZ, 5100 SUR PL, CENTRAL AVE, LOS ANGELES, CA 90011. This Business is conducted by: AN INDIVIDUAL. Signed: ELSA MARIBEL PEREZ. This statement was filed with the County Clerk of Los Angeles County on 07/19/12. The registrant(s) has (have) commenced to transact business under the fictitious business name or names listed above on N/A. NOTICE- This Fictitious Name Statement expires five years from the date it was filed in the office of the County Clerk. A new Fictitious Business Name Statement must be filed prior to that date. The filing of this statement does not of itself authorize the use in this state of a Fictitious Business Name in violation of the rights of another under Federal, State, or common law (See section 14411 et. seq. Business and Professions Code)Publish: Mountain Views News	[154, 463, 298, 570]
notice-body: The following person(s) is (are) doing business as: CAPRIOTTI'S SANDWICH SHOP, 1733 LONE HILL AVE, STE 1A, GLENDORA, CA 91740. Full name of registrant(s) is (are) STALLION FOODS, LLC, 4760 W DEWEY DR. STE 139, LAS VEGAS, NV 89118. This Business is conducted by: A LIMITED LIABILITY COMPANY. Signed: JEFFREY S. KLEIN. This statement was filed with the County Clerk of Los Angeles County on 07/25/12. The registrant(s) has (have) commenced to transact business under the fictitious business name or names listed above on N/A. NOTICE- This Fictitious Name Statement expires five years from the date it was filed in the office of the County Clerk. A new Fictitious Business Name Statement must be filed prior to that date. The filing of this statement does not of itself authorize the use in this state of a Fictitious Business Name in violation of the rights of another under Federal, State, or common law (See section 14411 et. seq. Business and Professions Code)Publish: Mountain Views News	[3, 76, 147, 184]
legal-notice	[909, 64, 1053, 190]
notice-dates: Dates Pub: July 28, Aug. 04, 11, 18, 2012	[154, 956, 243, 963]
notice-body: The following person(s) is (are) doing business as: CENTRAL COMMUNICATIONS, 5100 SUR PL, CENTRAL AVE, LOS ANGELES, CA 90011. Full name of registrant(s) is (are) ELSA MARIBEL PEREZ, 5100 SUR PL, CENTRAL AVE, LOS ANGELES, CA 90011. This Business is conducted by: AN INDIVIDUAL. Signed: ELSA MARIBEL PEREZ. This statement was filed with the County Clerk of Los Angeles County on 07/19/12. The registrant(s) has (have) commenced to transact business under the fictitious business name or names listed above on N/A. NOTICE- This Fictitious Name Statement expires five years from the date it was filed in the office of the County Clerk. A new Fictitious Business Name Statement must be filed prior to that date. The filing of this statement does not of itself authorize the use in this state of a Fictitious Business Name in violation of the rights of another under Federal, State, or common law (See section 14411 et. seq. Business and Professions Code)Publish: Mountain Views News	[3, 207, 147, 315]
notice-dates: Dates Pub: July 28, Aug. 04, 11, 18, 2012	[154, 1087, 243, 1094]
legal-notice	[456, 64, 600, 190]
notice-file-number: File No. 2012-150936	[51, 70, 99, 77]
notice-file-number: File No. 2012-150928	[353, 974, 401, 981]
notice-body: The following person(s) is (are) doing business as: EXCLUSIVE FREIGHT BROKERAGE, 2258 N. SAN ANTONIO AVE, POMONA, CA 91767. Full name of registrant(s) is (are) EDITH GALINDO, 2258 N. SAN ANTONIO AVE, POMONA, CA 91767. This Business is conducted by: AN INDIVIDUAL. Signed: EDITH GALINDO. This statement was filed with the County Clerk of Los Angeles County on 07/23/12. The registrant(s) has (have) commenced to transact business under the fictitious business name or names listed above on 07/2012. NOTICE- This Fictitious Name Statement expires five years from the date it was filed in the office of the County Clerk. A new Fictitious Business Name Statement must be filed prior to that date. The filing of this statement does not of itself authorize the use in this state of a Fictitious Business Name in violation of the rights of another under Federal, State, or common law (See section 14411 et. seq. Business and Professions Code)Publish: Mountain Views News	[758, 76, 902, 178]
notice-dates: Dates Pub: July 28, Aug. 04, 11, 18, 2012	[607, 439, 696, 446]
legal-notice	[154, 581, 298, 701]
notice-dates: Dates Pub: July 28, Aug. 04, 11, 18, 2012	[305, 308, 394, 315]
legal-notice	[305, 968, 449, 1088]
notice-body: The following person(s) is (are) doing business as: CENTRAL COMMUNICATIONS, 5100 SUR PL, CENTRAL AVE, LOS ANGELES, CA 90011. Full name of registrant(s) is (are) ELSA MARIBEL PEREZ, 5100 SUR PL, CENTRAL AVE, LOS ANGELES, CA 90011. This Business is conducted by: AN INDIVIDUAL. Signed: ELSA MARIBEL PEREZ. This statement was filed with the County Clerk of Los Angeles County on 07/19/12. The registrant(s) has (have) commenced to transact business under the fictitious business name or names listed above on N/A. NOTICE- This Fictitious Name Statement expires five years from the date it was filed in the office of the County Clerk. A new Fictitious Business Name Statement must be filed prior to that date. The filing of this statement does not of itself authorize the use in this state of a Fictitious Business Name in violation of the rights of another under Federal, State, or common law (See section 14411 et. seq. Business and Professions Code)Publish: Mountain Views News	[758, 463, 902, 570]
notice-body: The following person(s) is (are) doing business as: CAPRIOTTI'S SANDWICH SHOP, 1733 LONE HILL AVE, STE 1A, GLENDORA, CA 91740. Full name of registrant(s) is (are) STALLION FOODS, LLC, 4760 W DEWEY DR. STE 139, LAS VEGAS, NV 89118. This Business is conducted by: A LIMITED LIABILITY COMPANY. Signed: JEFFREY S. KLEIN. This statement was filed with the County Clerk of Los Angeles County on 07/25/12. The registrant(s) has (have) commenced to transact business under the fictitious business name or names listed above on N/A. NOTICE- This Fictitious Name Statement expires five years from the date it was filed in the office of the County Clerk. A new Fictitious Business Name Statement must be filed prior to that date. The filing of this statement does not of itself authorize the use in this state of a Fictitious Business Name in violation of the rights of another under Federal, State, or common law (See section 14411 et. seq. Business and Professions Code)Publish: Mountain Views News	[909, 207, 1053, 315]
notice-body: The following person(s) is (are) doing business as: CENTRAL COMMUNICATIONS, 5100 SUR PL, CENTRAL AVE, LOS ANGELES, CA 90011. Full name of registrant(s) is (are) ELSA MARIBEL PEREZ, 5100 SUR PL, CENTRAL AVE, LOS ANGELES, CA 90011. This Business is conducted by: AN INDIVIDUAL. Signed: ELSA MARIBEL PEREZ. This statement was filed with the County Clerk of Los Angeles County on 07/19/12. The registrant(s) has (have) commenced to transact business under the fictitious business name or names listed above on N/A. NOTICE- This Fictitious Name Statement expires five years from the date it was filed in the office of the County Clerk. A new Fictitious Business Name Statement must be filed prior to that date. The filing of this statement does not of itself authorize the use in this state of a Fictitious Business Name in violation of the rights of another under Federal, State, or common law (See section 14411 et. seq. Business and Professions Code)Publish: Mountain Views News	[305, 849, 449, 957]
notice-file-number: File No. 2012-151021	[202, 712, 250, 719]
notice-column	[755, 64, 906, 1924]
notice-heading: FICTITIOUS BUSINESS NAME STATEMENT	[470, 64, 586, 70]
notice-heading: FICTITIOUS BUSINESS NAME STATEMENT	[168, 450, 284, 457]
notice-body: The following person(s) is (are) doing business as: EXCLUSIVE FREIGHT BROKERAGE, 2258 N. SAN ANTONIO AVE, POMONA, CA 91767. Full name of registrant(s) is (are) EDITH GALINDO, 2258 N. SAN ANTONIO AVE, POMONA, CA 91767. This Business is conducted by: AN INDIVIDUAL. Signed: EDITH GALINDO. This statement was filed with the County Clerk of Los Angeles County on 07/23/12. The registrant(s) has (have) commenced to transact business under the fictitious business name or names listed above on 07/2012. NOTICE- This Fictitious Name Statement expires five years from the date it was filed in the office of the County Clerk. A new Fictitious Business Name Statement must be filed prior to that date. The filing of this statement does not of itself authorize the use in this state of a Fictitious Business Name in violation of the rights of another under Federal, State, or common law (See section 14411 et. seq. Business and Professions Code)Publish: Mountain Views News	[305, 463, 449, 564]
footer-address: Mountain Views News 80 W Sierra Madre Blvd. No. 327 Sierra Madre, Ca. 91024 Office: 626.355.2737 Fax: 626.609.3285	[6, 1939, 629, 1951]
notice-column	[906, 64, 1056, 1924]
notice-dates: Dates Pub: July 28, Aug. 04, 11, 18, 2012	[758, 570, 847, 577]
notice-body: The following person(s) is (are) doing business as: CAPRIOTTI'S SANDWICH SHOP, 1733 LONE HILL AVE, STE 1A, GLENDORA, CA 91740. Full name of registrant(s) is (are) STALLION FOODS, LLC, 4760 W DEWEY DR. STE 139, LAS VEGAS, NV 89118. This Business is conducted by: A LIMITED LIABILITY COMPANY. Signed: JEFFREY S. KLEIN. This statement was filed with the County Clerk of Los Angeles County on 07/25/12. The registrant(s) has (have) commenced to transact business under the fictitious business name or names listed above on N/A. NOTICE- This Fictitious Name Statement expires five years from the date it was filed in the office of the County Clerk. A new Fictitious Business Name Statement must be filed prior to that date. The filing of this statement does not of itself authorize the use in this state of a Fictitious Business Name in violation of the rights of another under Federal, State, or common law (See section 14411 et. seq. Business and Professions Code)Publish: Mountain Views News	[305, 587, 449, 695]
legal-notice	[909, 195, 1053, 321]
notice-body: The following person(s) is (are) doing business as: EXCLUSIVE FREIGHT BROKERAGE, 2258 N. SAN ANTONIO AVE, POMONA, CA 91767. Full name of registrant(s) is (are) EDITH GALINDO, 2258 N. SAN ANTONIO AVE, POMONA, CA 91767. This Business is conducted by: AN INDIVIDUAL. Signed: EDITH GALINDO. This statement was filed with the County Clerk of Los Angeles County on 07/23/12. The registrant(s) has (have) commenced to transact business under the fictitious business name or names listed above on 07/2012. NOTICE- This Fictitious Name Statement expires five years from the date it was filed in the office of the County Clerk. A new Fictitious Business Name Statement must be filed prior to that date. The filing of this statement does not of itself authorize the use in this state of a Fictitious Business Name in violation of the rights of another under Federal, State, or common law (See section 14411 et. seq. Business and Professions Code)Publish: Mountain Views News	[3, 338, 147, 439]
notice-heading: FICTITIOUS BUSINESS NAME STATEMENT	[923, 549, 1039, 556]
notice-file-number: File No. 2012-149663	[806, 325, 854, 332]
notice-file-number: File No. 2012-150940	[655, 587, 703, 594]
notice-heading: FICTITIOUS BUSINESS NAME STATEMENT	[168, 837, 284, 844]
notice-body: The following person(s) is (are) doing business as: CENTRAL COMMUNICATIONS, 5100 SUR PL, CENTRAL AVE, LOS ANGELES, CA 90011. Full name of registrant(s) is (are) ELSA MARIBEL PEREZ, 5100 SUR PL, CENTRAL AVE, LOS ANGELES, CA 90011. This Business is conducted by: AN INDIVIDUAL. Signed: ELSA MARIBEL PEREZ. This statement was filed with the County Clerk of Los Angeles County on 07/19/12. The registrant(s) has (have) commenced to transact business under the fictitious business name or names listed above on N/A. NOTICE- This Fictitious Name Statement expires five years from the date it was filed in the office of the County Clerk. A new Fictitious Business Name Statement must be filed prior to that date. The filing of this statement does not of itself authorize the use in this state of a Fictitious Business Name in violation of the rights of another under Federal, State, or common law (See section 14411 et. seq. Business and Professions Code)Publish: Mountain Views News	[758, 849, 902, 957]
notice-body: The following person(s) is (are) doing business as: CAPRIOTTI'S SANDWICH SHOP, 1733 LONE HILL AVE, STE 1A, GLENDORA, CA 91740. Full name of registrant(s) is (are) STALLION FOODS, LLC, 4760 W DEWEY DR. STE 139, LAS VEGAS, NV 89118. This Business is conducted by: A LIMITED LIABILITY COMPANY. Signed: JEFFREY S. KLEIN. This statement was filed with the County Clerk of Los Angeles County on 07/25/12. The registrant(s) has (have) commenced to transact business under the fictitious business name or names listed above on N/A. NOTICE- This Fictitious Name Statement expires five years from the date it was filed in the office of the County Clerk. A new Fictitious Business Name Statement must be filed prior to that date. The filing of this statement does not of itself authorize the use in this state of a Fictitious Business Name in violation of the rights of another under Federal, State, or common law (See section 14411 et. seq. Business and Professions Code)Publish: Mountain Views News	[456, 594, 600, 701]
notice-heading: STATEMENT OF ABANDONMENT OF USE OF FICTITIOUS BUSINESS NAME	[921, 437, 1041, 451]
legal-notice	[909, 550, 1053, 676]
notice-dates: Dates Pub: July 28, Aug. 04, 11, 18, 2012	[456, 314, 545, 321]
notice-file-number: File No. 2012-149640	[504, 70, 552, 77]
notice-heading: FICTITIOUS BUSINESS NAME STATEMENT	[319, 575, 435, 582]
legal-notice	[909, 812, 1053, 932]
notice-file-number: File No. 2012-149926	[353, 456, 401, 463]
notice-dates: Dates Pub: July 28, Aug. 04, 11, 18, 2012	[758, 694, 847, 701]
notice-file-number: File No. 2012-149979	[51, 843, 99, 850]
notice-file-number: File No. 2012-149981	[806, 194, 854, 201]
legal-notice	[154, 320, 298, 446]
notice-dates: Dates Pub: July 28, Aug. 04, 11, 18, 2012	[607, 183, 696, 190]
legal-notice	[456, 195, 600, 321]
legal-notice	[456, 451, 600, 577]
legal-notice	[758, 837, 902, 963]
notice-heading: FICTITIOUS BUSINESS NAME STATEMENT	[470, 450, 586, 457]
legal-notice	[3, 968, 147, 1094]
notice-heading: FICTITIOUS BUSINESS NAME STATEMENT	[772, 64, 888, 70]
notice-dates: Dates Pub: July 28, Aug. 04, 11, 18, 2012	[154, 570, 243, 577]
notice-dates: Dates Pub: July 28, Aug. 04, 11, 18, 2012	[3, 956, 92, 963]
notice-file-number: File No. 2012-147401	[806, 587, 854, 594]
notice-body: The following person(s) is (are) doing business as: CENTRAL COMMUNICATIONS, 5100 SUR PL, CENTRAL AVE, LOS ANGELES, CA 90011. Full name of registrant(s) is (are) ELSA MARIBEL PEREZ, 5100 SUR PL, CENTRAL AVE, LOS ANGELES, CA 90011. This Business is conducted by: AN INDIVIDUAL. Signed: ELSA MARIBEL PEREZ. This statement was filed with the County Clerk of Los Angeles County on 07/19/12. The registrant(s) has (have) commenced to transact business under the fictitious business name or names listed above on N/A. NOTICE- This Fictitious Name Statement expires five years from the date it was filed in the office of the County Clerk. A new Fictitious Business Name Statement must be filed prior to that date. The filing of this statement does not of itself authorize the use in this state of a Fictitious Business Name in violation of the rights of another under Federal, State, or common law (See section 14411 et. seq. Business and Professions Code)Publish: Mountain Views News	[456, 207, 600, 315]
legal-notice	[758, 581, 902, 701]
notice-dates: Dates Pub: July 28, Aug. 04, 11, 18, 2012	[3, 439, 92, 446]
masthead-banner	[0, 0, 1056, 44]
notice-dates: Dates Pub: July 28, Aug. 04, 11, 18, 2012	[305, 439, 394, 446]
notice-columns	[0, 64, 1056, 1924]
footer-bar	[0, 1934, 1056, 1956]
legal-notice	[607, 320, 751, 446]
notice-dates: Dates Pub: July 28, Aug. 04, 11, 18, 2012	[3, 1087, 92, 1094]
